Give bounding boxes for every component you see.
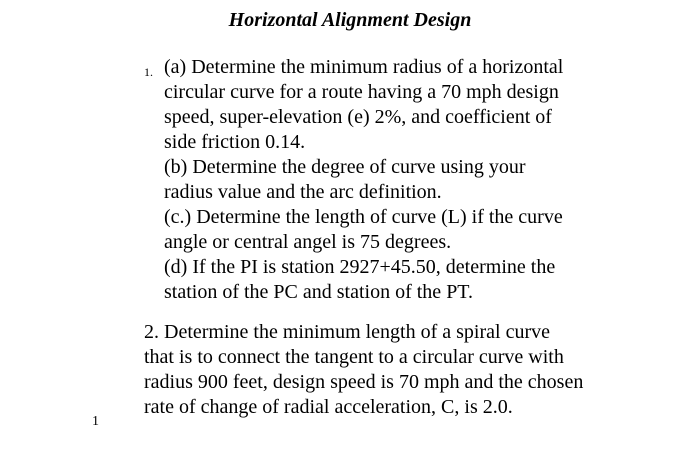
question-2-line: rate of change of radial acceleration, C, is 2.0. [144,396,513,418]
question-1-line: circular curve for a route having a 70 mph design [164,81,559,103]
question-1-body [164,55,684,305]
question-1-line: side friction 0.14. [164,131,306,153]
page-number: 1 [92,414,99,429]
question-1-line: (b) Determine the degree of curve using your [164,156,526,178]
question-2-line: that is to connect the tangent to a circular curve with [144,346,564,368]
document-title: Horizontal Alignment Design [228,9,472,31]
question-1-line: station of the PC and station of the PT. [164,281,474,303]
question-2-line: radius 900 feet, design speed is 70 mph and the chosen [144,371,584,393]
question-1-line: angle or central angel is 75 degrees. [164,231,452,253]
question-1-number: 1. [144,65,153,79]
question-2 [144,320,694,420]
question-2-line: 2. Determine the minimum length of a spiral curve [144,321,550,343]
question-1-line: (c.) Determine the length of curve (L) if the curve [164,206,563,228]
question-1-line: (d) If the PI is station 2927+45.50, determine the [164,256,556,278]
question-1-line: radius value and the arc definition. [164,181,442,203]
question-1-line: speed, super-elevation (e) 2%, and coefficient of [164,106,552,128]
question-1-line: (a) Determine the minimum radius of a horizontal [164,56,564,78]
